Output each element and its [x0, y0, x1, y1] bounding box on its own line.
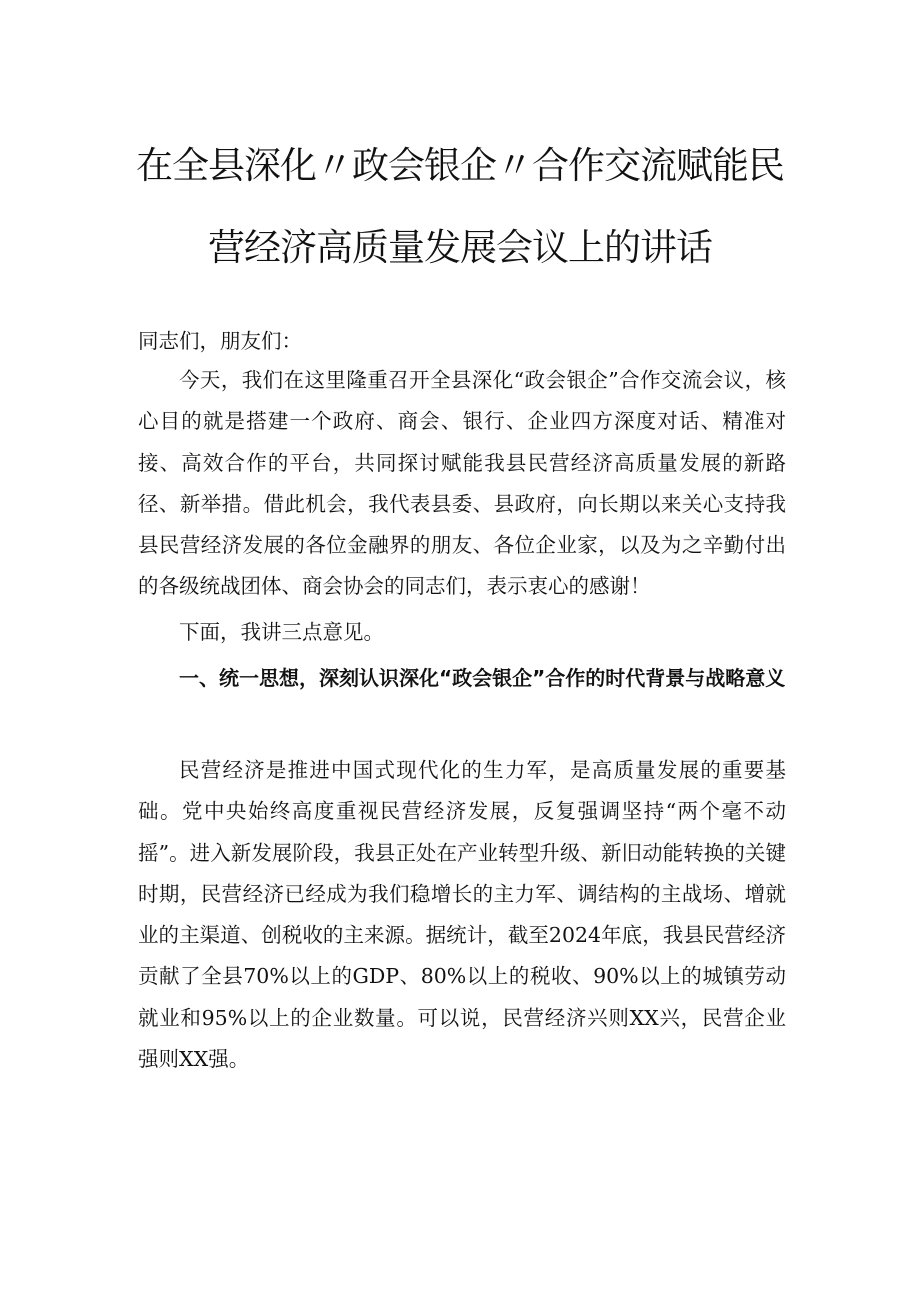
- transition-paragraph: 下面，我讲三点意见。: [179, 620, 384, 644]
- opening-paragraph: 今天，我们在这里隆重召开全县深化“政会银企”合作交流会议，核心目的就是搭建一个政府、商会、银行、企业四方深度对话、精准对接、高效合作的平台，共同探讨赋能我县民营经济高质量发展的新路径、新举措。借此机会，我代表县委、县政府，向长期以来关心支持我县民营经济发展的各位金融界的朋友、各位企业家，以及为之辛勤付出的各级统战团体、商会协会的同志们，表示衷心的感谢！: [138, 368, 786, 599]
- document-title-line-2: 营经济高质量发展会议上的讲话: [208, 226, 712, 269]
- document-title-line-1: 在全县深化〃政会银企〃合作交流赋能民: [136, 144, 784, 187]
- section-heading: 一、统一思想，深刻认识深化“政会银企”合作的时代背景与战略意义: [179, 666, 786, 690]
- salutation: 同志们，朋友们：: [138, 329, 302, 353]
- section-paragraph: 民营经济是推进中国式现代化的生力军，是高质量发展的重要基础。党中央始终高度重视民营经济发展，反复强调坚持“两个毫不动摇”。进入新发展阶段，我县正处在产业转型升级、新旧动能转换的关键时期，民营经济已经成为我们稳增长的主力军、调结构的主战场、增就业的主渠道、创税收的主来源。据统计，截至2024年底，我县民营经济贡献了全县70%以上的GDP、80%以上的税收、90%以上的城镇劳动就业和95%以上的企业数量。可以说，民营经济兴则XX兴，民营企业强则XX强。: [138, 758, 786, 1072]
